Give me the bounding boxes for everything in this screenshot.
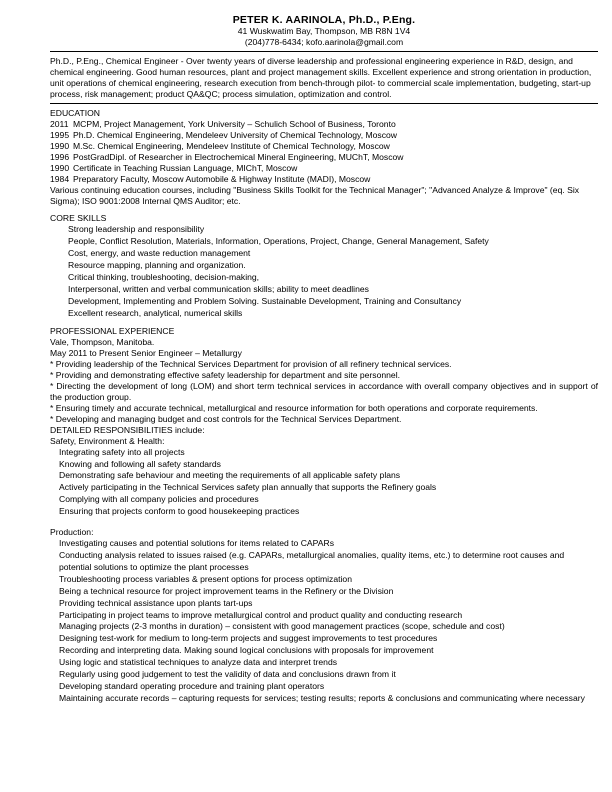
bullet-box-icon <box>58 308 68 320</box>
education-detail: M.Sc. Chemical Engineering, Mendeleev Institute of Chemical Technology, Moscow <box>73 141 390 152</box>
production-item-text: Troubleshooting process variables & present options for process optimization <box>59 573 352 584</box>
safety-item-text: Complying with all company policies and procedures <box>59 494 259 505</box>
bullet-box-icon <box>50 506 59 518</box>
bullet-box-icon <box>58 284 68 296</box>
production-item <box>50 586 598 598</box>
safety-list <box>50 447 598 518</box>
production-item-text: Maintaining accurate records – capturing requests for services; testing results; reports & conclusions and communicating where necessary <box>59 692 585 703</box>
core-skill-item <box>58 248 598 260</box>
bullet-box-icon <box>50 693 59 705</box>
bullet-box-icon <box>58 272 68 284</box>
contact-line: (204)778-6434; kofo.aarinola@gmail.com <box>244 37 404 47</box>
education-heading: EDUCATION <box>50 108 100 119</box>
safety-item-text: Ensuring that projects conform to good housekeeping practices <box>59 506 300 517</box>
production-heading: Production: <box>50 527 94 538</box>
bullet-box-icon <box>50 645 59 657</box>
bullet-box-icon <box>50 538 59 550</box>
production-item-text: Developing standard operating procedure and training plant operators <box>59 680 325 691</box>
core-skill-item <box>58 224 598 236</box>
summary-divider <box>50 103 598 104</box>
bullet-box-icon <box>50 598 59 610</box>
bullet-box-icon <box>50 494 59 506</box>
production-item <box>50 681 598 693</box>
production-item <box>50 669 598 681</box>
highlight-item: * Directing the development of long (LOM) and short term technical services in accordance with overall company objectives and in support of the production group. <box>50 380 598 402</box>
education-year: 1984 <box>50 174 70 185</box>
production-item <box>50 657 598 669</box>
safety-item <box>50 482 598 494</box>
safety-item <box>50 494 598 506</box>
education-detail: Certificate in Teaching Russian Language, MIChT, Moscow <box>73 163 298 174</box>
address-line: 41 Wuskwatim Bay, Thompson, MB R8N 1V4 <box>237 26 411 36</box>
bullet-box-icon <box>50 482 59 494</box>
production-item <box>50 621 598 633</box>
production-item-text: Regularly using good judgement to test the validity of data and conclusions drawn from it <box>59 669 396 680</box>
production-item-text: Managing projects (2-3 months in duration) – consistent with good management practices (scope, schedule and cost) <box>59 621 505 632</box>
summary-paragraph: Ph.D., P.Eng., Chemical Engineer - Over twenty years of diverse leadership and professional engineering experience in R&D, design, and chemical engineering. Good human resources, plant and project management skills. Excellent experience and strong orientation in production, unit operations of chemical engineering, research execution from bench-through pilot- to commercial scale implementation, budgeting, start-up process, risk management; product QA&QC; process simulation, optimization and control. <box>50 56 592 100</box>
bullet-box-icon <box>50 669 59 681</box>
core-skills-heading: CORE SKILLS <box>50 213 107 224</box>
education-entry <box>50 174 598 185</box>
education-year: 2011 <box>50 119 69 130</box>
safety-item <box>50 506 598 518</box>
highlights-list <box>50 359 598 425</box>
core-skill-item-text: Excellent research, analytical, numerical skills <box>68 307 243 318</box>
bullet-box-icon <box>58 248 68 260</box>
education-entry <box>50 163 598 174</box>
bullet-box-icon <box>58 260 68 272</box>
core-skill-item-text: Cost, energy, and waste reduction management <box>68 248 251 259</box>
education-other: Various continuing education courses, including "Business Skills Toolkit for the Technical Manager"; "Advanced Analyze & Improve" (eq. Six Sigma); ISO 9001:2008 Internal QMS Auditor; etc. <box>50 185 580 207</box>
education-entry <box>50 130 598 141</box>
core-skill-item-text: Development, Implementing and Problem Solving. Sustainable Development, Training and Consultancy <box>68 295 462 306</box>
production-item-text: Using logic and statistical techniques to analyze data and interpret trends <box>59 657 338 668</box>
resume-page <box>50 12 598 705</box>
experience-section <box>50 326 598 705</box>
bullet-box-icon <box>50 470 59 482</box>
education-year: 1996 <box>50 152 70 163</box>
production-item <box>50 610 598 622</box>
education-detail: MCPM, Project Management, York University – Schulich School of Business, Toronto <box>73 119 396 130</box>
core-skill-item <box>58 296 598 308</box>
core-skill-item-text: Strong leadership and responsibility <box>68 224 205 235</box>
highlight-item: * Providing and demonstrating effective safety leadership for department and site personnel. <box>50 369 401 380</box>
bullet-box-icon <box>50 574 59 586</box>
production-item <box>50 693 598 705</box>
production-item-text: Recording and interpreting data. Making sound logical conclusions with proposals for improvement <box>59 645 434 656</box>
education-detail: Ph.D. Chemical Engineering, Mendeleev University of Chemical Technology, Moscow <box>73 130 398 141</box>
highlight-item: * Developing and managing budget and cost controls for the Technical Services Department. <box>50 413 402 424</box>
header-divider <box>50 51 598 52</box>
production-item-text: Conducting analysis related to issues raised (e.g. CAPARs, metallurgical anomalies, quality items, etc.) to determine root causes and potential solutions to optimize the plant processes <box>59 549 565 572</box>
core-skills-section <box>50 213 598 319</box>
bullet-box-icon <box>58 224 68 236</box>
core-skills-list <box>50 224 598 319</box>
core-skill-item <box>58 308 598 320</box>
safety-heading: Safety, Environment & Health: <box>50 435 165 446</box>
safety-item-text: Demonstrating safe behaviour and meeting the requirements of all applicable safety plans <box>59 470 401 481</box>
education-entry <box>50 152 598 163</box>
production-item <box>50 598 598 610</box>
production-item-text: Designing test-work for medium to long-term projects and suggest improvements to test procedures <box>59 633 438 644</box>
education-entry <box>50 119 598 130</box>
bullet-box-icon <box>50 586 59 598</box>
bullet-box-icon <box>50 459 59 471</box>
education-entry <box>50 141 598 152</box>
production-item <box>50 550 598 574</box>
bullet-box-icon <box>50 681 59 693</box>
bullet-box-icon <box>50 550 59 574</box>
bullet-box-icon <box>50 657 59 669</box>
education-detail: PostGradDipl. of Researcher in Electrochemical Mineral Engineering, MUChT, Moscow <box>73 152 404 163</box>
experience-heading: PROFESSIONAL EXPERIENCE <box>50 325 175 336</box>
production-item <box>50 574 598 586</box>
core-skill-item-text: Resource mapping, planning and organization. <box>68 260 246 271</box>
production-item <box>50 538 598 550</box>
production-item-text: Investigating causes and potential solutions for items related to CAPARs <box>59 538 334 549</box>
safety-item-text: Knowing and following all safety standards <box>59 458 221 469</box>
education-year: 1995 <box>50 130 70 141</box>
education-section <box>50 108 598 207</box>
bullet-box-icon <box>50 447 59 459</box>
production-item <box>50 633 598 645</box>
safety-item <box>50 470 598 482</box>
bullet-box-icon <box>50 633 59 645</box>
production-list <box>50 538 598 705</box>
education-list <box>50 119 598 185</box>
production-item-text: Participating in project teams to improve metallurgical control and product quality and conducting research <box>59 609 463 620</box>
production-item-text: Providing technical assistance upon plants tart-ups <box>59 597 253 608</box>
education-year: 1990 <box>50 141 70 152</box>
bullet-box-icon <box>50 610 59 622</box>
core-skill-item <box>58 284 598 296</box>
safety-item-text: Actively participating in the Technical Services safety plan annually that supports the Refinery goals <box>59 482 437 493</box>
safety-item <box>50 459 598 471</box>
production-item-text: Being a technical resource for project improvement teams in the Refinery or the Division <box>59 585 394 596</box>
bullet-box-icon <box>58 296 68 308</box>
safety-item-text: Integrating safety into all projects <box>59 446 185 457</box>
highlight-item: * Providing leadership of the Technical Services Department for provision of all refinery technical services. <box>50 358 452 369</box>
bullet-box-icon <box>50 621 59 633</box>
core-skill-item <box>58 260 598 272</box>
education-detail: Preparatory Faculty, Moscow Automobile & Highway Institute (MADI), Moscow <box>73 174 371 185</box>
employer: Vale, Thompson, Manitoba. <box>50 336 155 347</box>
responsibilities-heading: DETAILED RESPONSIBILITIES include: <box>50 424 205 435</box>
core-skill-item-text: People, Conflict Resolution, Materials, Information, Operations, Project, Change, General Management, Safety <box>68 236 489 247</box>
candidate-name: PETER K. AARINOLA, Ph.D., P.Eng. <box>232 14 416 26</box>
core-skill-item <box>58 272 598 284</box>
position-title: May 2011 to Present Senior Engineer – Metallurgy <box>50 347 242 358</box>
core-skill-item-text: Critical thinking, troubleshooting, decision-making, <box>68 272 260 282</box>
core-skill-item <box>58 236 598 248</box>
highlight-item: * Ensuring timely and accurate technical, metallurgical and resource information for both operations and corporate requirements. <box>50 402 538 413</box>
core-skill-item-text: Interpersonal, written and verbal communication skills; ability to meet deadlines <box>68 283 369 294</box>
production-item <box>50 645 598 657</box>
safety-item <box>50 447 598 459</box>
bullet-box-icon <box>58 236 68 248</box>
education-year: 1990 <box>50 163 70 174</box>
